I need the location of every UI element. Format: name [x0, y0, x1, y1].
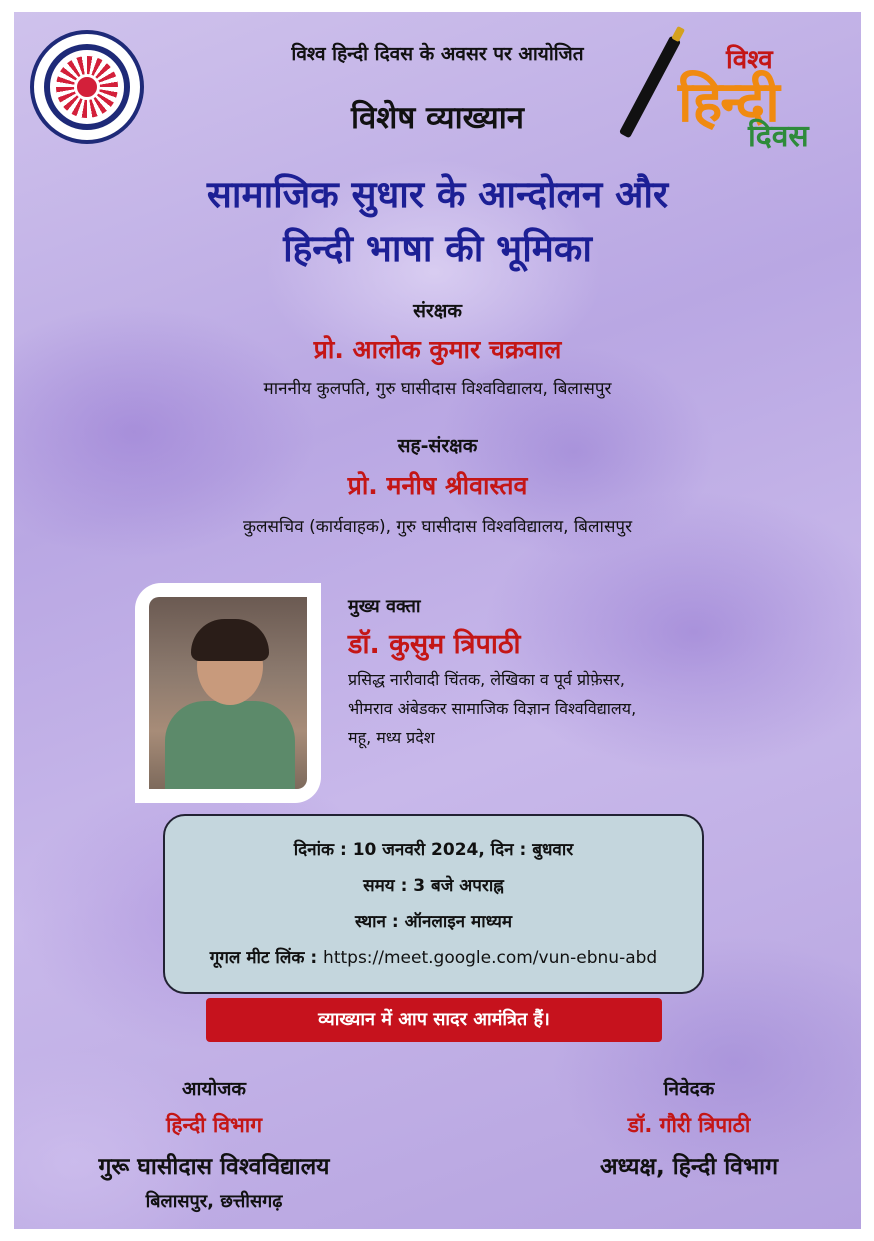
patron-role: संरक्षक	[413, 300, 462, 322]
badge-line2: हिन्दी	[678, 70, 778, 135]
organizer-block	[34, 1075, 394, 1213]
requester-role: निवेदक	[663, 1078, 715, 1100]
speaker-role: मुख्य वक्ता	[348, 596, 421, 617]
patron-desc: माननीय कुलपति, गुरु घासीदास विश्वविद्यालय, बिलासपुर	[263, 379, 612, 399]
event-poster	[14, 12, 861, 1229]
badge-line3: दिवस	[748, 119, 809, 154]
speaker-name: डॉ. कुसुम त्रिपाठी	[348, 629, 521, 660]
speaker-photo-frame	[135, 583, 321, 803]
badge-line1: विश्व	[726, 45, 773, 75]
lecture-title	[14, 168, 861, 276]
meet-link[interactable]: https://meet.google.com/vun-ebnu-abd	[323, 948, 658, 968]
requester-block	[534, 1075, 844, 1181]
lecture-title-line1: सामाजिक सुधार के आन्दोलन और	[206, 173, 669, 216]
patron-name: प्रो. आलोक कुमार चक्रवाल	[313, 335, 562, 364]
photo-body	[165, 701, 295, 789]
speaker-desc-line3: महू, मध्य प्रदेश	[348, 728, 435, 747]
invitation-banner: व्याख्यान में आप सादर आमंत्रित हैं।	[206, 998, 662, 1042]
meet-link-label: गूगल मीट लिंक :	[209, 948, 318, 968]
co-patron-desc: कुलसचिव (कार्यवाहक), गुरु घासीदास विश्वविद्यालय, बिलासपुर	[242, 517, 633, 537]
occasion-line: विश्व हिन्दी दिवस के अवसर पर आयोजित	[291, 43, 584, 65]
photo-hair	[191, 619, 269, 661]
speaker-desc-line2: भीमराव अंबेडकर सामाजिक विज्ञान विश्वविद्यालय,	[348, 699, 637, 718]
lecture-title-line2: हिन्दी भाषा की भूमिका	[283, 227, 592, 270]
event-type: विशेष व्याख्यान	[350, 100, 524, 136]
organizer-place: बिलासपुर, छत्तीसगढ़	[145, 1191, 283, 1212]
event-place: स्थान : ऑनलाइन माध्यम	[354, 912, 513, 932]
organizer-name: हिन्दी विभाग	[165, 1113, 263, 1137]
speaker-photo	[149, 597, 307, 789]
event-info-box	[163, 814, 704, 994]
speaker-desc	[348, 665, 788, 752]
organizer-role: आयोजक	[181, 1078, 247, 1100]
event-date: दिनांक : 10 जनवरी 2024, दिन : बुधवार	[293, 840, 574, 860]
speaker-block	[348, 594, 788, 752]
co-patron-role: सह-संरक्षक	[397, 435, 478, 457]
event-time: समय : 3 बजे अपराह्न	[363, 876, 504, 896]
co-patron-name: प्रो. मनीष श्रीवास्तव	[347, 471, 528, 500]
requester-title: अध्यक्ष, हिन्दी विभाग	[599, 1154, 779, 1180]
requester-name: डॉ. गौरी त्रिपाठी	[627, 1113, 751, 1137]
meet-link-row	[165, 940, 702, 976]
speaker-desc-line1: प्रसिद्ध नारीवादी चिंतक, लेखिका व पूर्व प्रोफ़ेसर,	[348, 670, 625, 689]
organizer-university: गुरू घासीदास विश्वविद्यालय	[98, 1154, 330, 1180]
